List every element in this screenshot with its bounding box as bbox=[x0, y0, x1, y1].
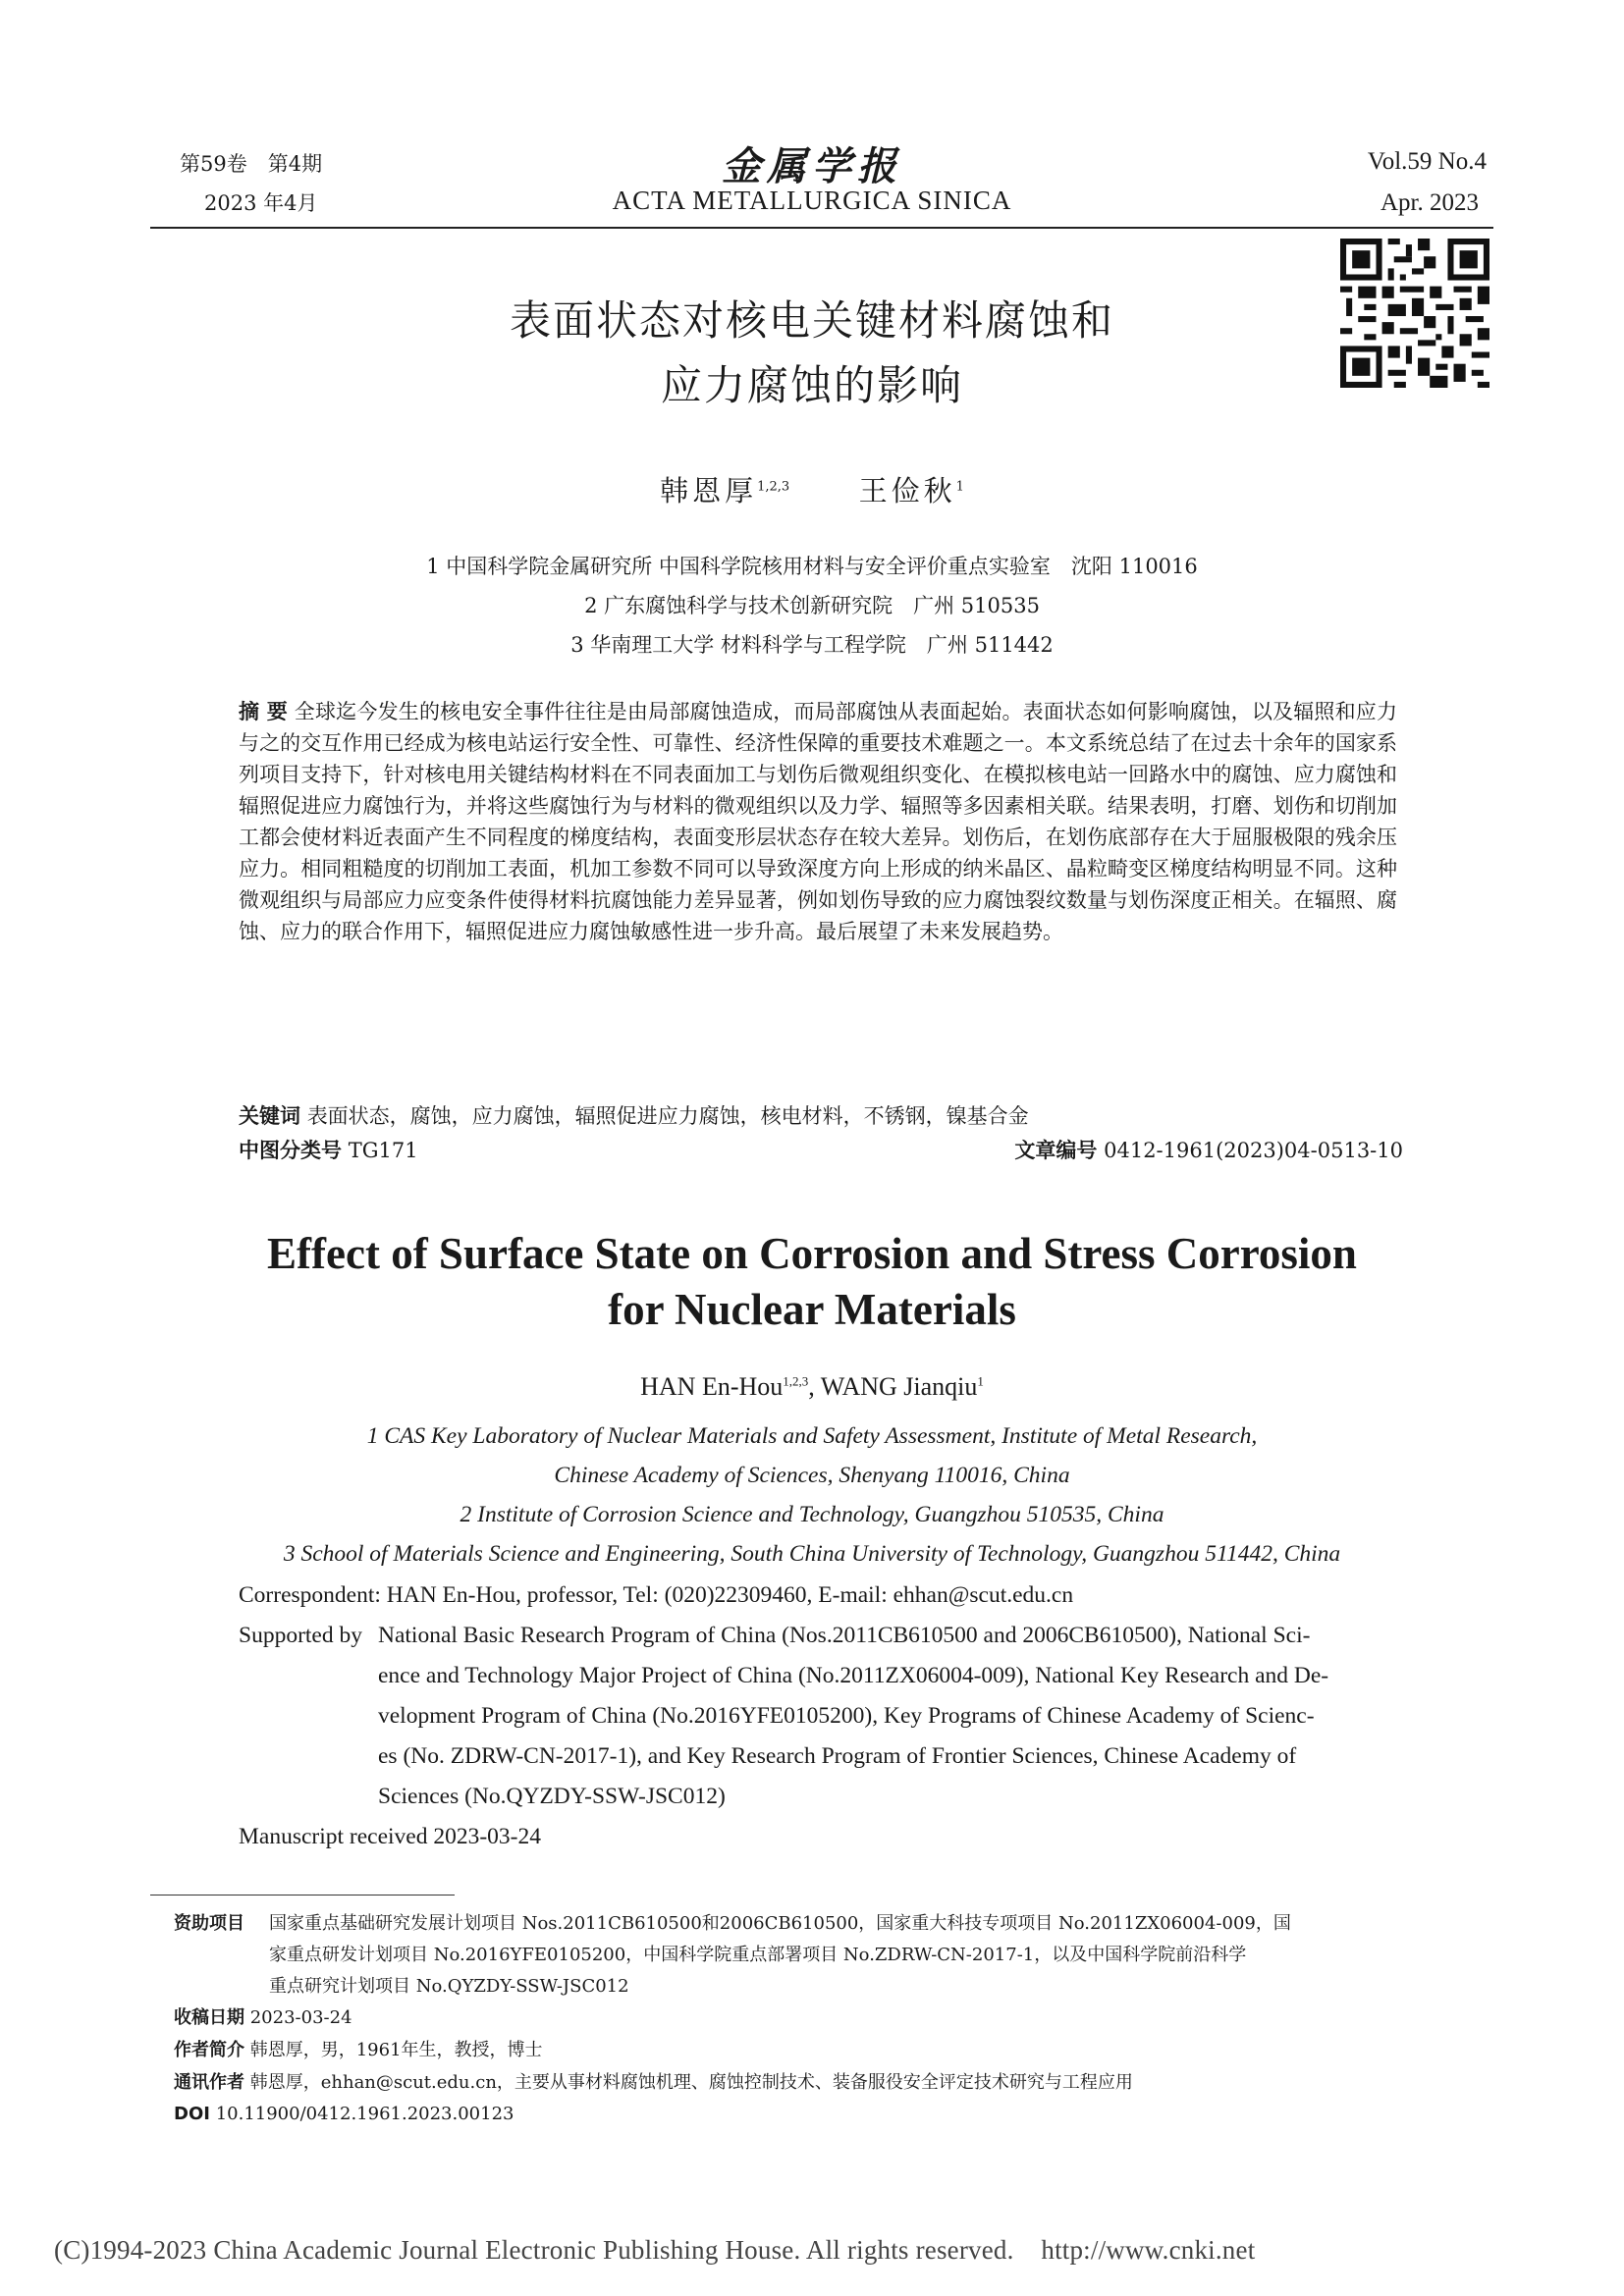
author1-en-sup: 1,2,3 bbox=[783, 1373, 809, 1389]
authors-en-separator: , bbox=[808, 1372, 821, 1401]
article-number-value: 0412-1961(2023)04-0513-10 bbox=[1104, 1139, 1403, 1162]
title-en-line1: Effect of Surface State on Corrosion and Stress Corrosion bbox=[267, 1229, 1357, 1278]
title-cn-line2: 应力腐蚀的影响 bbox=[660, 361, 963, 409]
article-number bbox=[1014, 1135, 1403, 1166]
received-label: 收稿日期 bbox=[174, 2007, 244, 2028]
journal-title-cn: 金属学报 bbox=[722, 143, 902, 189]
author2-en: WANG Jianqiu bbox=[820, 1372, 978, 1401]
article-title-en bbox=[0, 1226, 1624, 1338]
journal-title-en: ACTA METALLURGICA SINICA bbox=[612, 186, 1012, 215]
clc-number bbox=[239, 1135, 418, 1166]
volume-issue-en: Vol.59 No.4 bbox=[1367, 148, 1487, 175]
keywords-cn-label: 关键词 bbox=[239, 1104, 300, 1128]
affiliation-cn-3: 3 华南理工大学 材料科学与工程学院 广州 511442 bbox=[570, 633, 1054, 657]
author1-cn: 韩恩厚 bbox=[660, 474, 758, 507]
author1-en: HAN En-Hou bbox=[640, 1372, 784, 1401]
keywords-cn bbox=[239, 1100, 1397, 1132]
correspondent-en: Correspondent: HAN En-Hou, professor, Tel: (020)22309460, E-mail: ehhan@scut.edu.cn bbox=[239, 1582, 1074, 1608]
author2-cn-sup: 1 bbox=[955, 479, 964, 495]
keywords-cn-text: 表面状态，腐蚀，应力腐蚀，辐照促进应力腐蚀，核电材料，不锈钢，镍基合金 bbox=[306, 1104, 1029, 1128]
funding-text bbox=[269, 1908, 1408, 2002]
supported-line-4: es (No. ZDRW-CN-2017-1), and Key Research Program of Frontier Sciences, Chinese Academy of bbox=[378, 1743, 1297, 1769]
received-value: 2023-03-24 bbox=[249, 2007, 352, 2028]
volume-issue-cn: 第59卷 第4期 bbox=[180, 152, 323, 176]
author-bio-label: 作者简介 bbox=[174, 2040, 244, 2060]
affiliation-en-3: 3 School of Materials Science and Engineering, South China University of Technology, Guangzhou 511442, China bbox=[283, 1541, 1341, 1567]
abstract-cn-label: 摘 要 bbox=[239, 700, 288, 723]
article-title-cn bbox=[0, 289, 1624, 418]
affiliations-cn bbox=[0, 547, 1624, 665]
received-date bbox=[174, 2002, 352, 2034]
abstract-cn-text: 全球迄今发生的核电安全事件往往是由局部腐蚀造成，而局部腐蚀从表面起始。表面状态如何影响腐蚀，以及辐照和应力与之的交互作用已经成为核电站运行安全性、可靠性、经济性保障的重要技术难题之一。本文系统总结了在过去十余年的国家系列项目支持下，针对核电用关键结构材料在不同表面加工与划伤后微观组织变化、在模拟核电站一回路水中的腐蚀、应力腐蚀和辐照促进应力腐蚀行为，并将这些腐蚀行为与材料的微观组织以及力学、辐照等多因素相关联。结果表明，打磨、划伤和切削加工都会使材料近表面产生不同程度的梯度结构，表面变形层状态存在较大差异。划伤后，在划伤底部存在大于屈服极限的残余压应力。相同粗糙度的切削加工表面，机加工参数不同可以导致深度方向上形成的纳米晶区、晶粒畸变区梯度结构明显不同。这种微观组织与局部应力应变条件使得材料抗腐蚀能力差异显著，例如划伤导致的应力腐蚀裂纹数量与划伤深度正相关。在辐照、腐蚀、应力的联合作用下，辐照促进应力腐蚀敏感性进一步升高。最后展望了未来发展趋势。 bbox=[239, 700, 1397, 943]
doi bbox=[174, 2099, 514, 2130]
funding-line-2: 家重点研发计划项目 No.2016YFE0105200，中国科学院重点部署项目 No.ZDRW-CN-2017-1，以及中国科学院前沿科学 bbox=[269, 1945, 1247, 1965]
affiliation-en-2: 2 Institute of Corrosion Science and Technology, Guangzhou 510535, China bbox=[460, 1502, 1164, 1527]
clc-value: TG171 bbox=[348, 1139, 418, 1162]
supported-line-2: ence and Technology Major Project of China (No.2011ZX06004-009), National Key Research and De- bbox=[378, 1663, 1329, 1688]
corresponding-author-label: 通讯作者 bbox=[174, 2072, 244, 2093]
author1-cn-sup: 1,2,3 bbox=[757, 479, 790, 495]
clc-label: 中图分类号 bbox=[239, 1139, 342, 1162]
doi-value: 10.11900/0412.1961.2023.00123 bbox=[215, 2104, 514, 2124]
copyright-notice: (C)1994-2023 China Academic Journal Electronic Publishing House. All rights reserved. http://www.cnki.net bbox=[54, 2235, 1256, 2265]
funding-line-1: 国家重点基础研究发展计划项目 Nos.2011CB610500和2006CB610500，国家重大科技专项项目 No.2011ZX06004-009，国 bbox=[269, 1913, 1291, 1934]
funding-label-text: 资助项目 bbox=[174, 1913, 244, 1934]
date-cn: 2023 年4月 bbox=[204, 191, 318, 215]
affiliation-cn-1: 1 中国科学院金属研究所 中国科学院核用材料与安全评价重点实验室 沈阳 110016 bbox=[426, 555, 1198, 578]
funding-line-3: 重点研究计划项目 No.QYZDY-SSW-JSC012 bbox=[269, 1976, 629, 1997]
header-rule bbox=[150, 227, 1493, 229]
authors-en bbox=[0, 1372, 1624, 1402]
author2-cn: 王俭秋 bbox=[858, 474, 956, 507]
corresponding-author-value: 韩恩厚，ehhan@scut.edu.cn，主要从事材料腐蚀机理、腐蚀控制技术、装备服役安全评定技术研究与工程应用 bbox=[249, 2072, 1133, 2093]
title-cn-line1: 表面状态对核电关键材料腐蚀和 bbox=[509, 296, 1114, 345]
supported-by-text bbox=[378, 1616, 1399, 1817]
abstract-cn bbox=[239, 696, 1397, 947]
affiliation-en-1a: 1 CAS Key Laboratory of Nuclear Materials and Safety Assessment, Institute of Metal Research, bbox=[366, 1423, 1258, 1449]
supported-by-label: Supported by bbox=[239, 1623, 362, 1648]
author-bio-value: 韩恩厚，男，1961年生，教授，博士 bbox=[249, 2040, 543, 2060]
date-en: Apr. 2023 bbox=[1380, 189, 1479, 216]
title-en-line2: for Nuclear Materials bbox=[608, 1285, 1016, 1334]
affiliations-en bbox=[0, 1416, 1624, 1574]
doi-label: DOI bbox=[174, 2104, 210, 2124]
author2-en-sup: 1 bbox=[977, 1373, 984, 1389]
supported-line-3: velopment Program of China (No.2016YFE0105200), Key Programs of Chinese Academy of Scienc- bbox=[378, 1703, 1315, 1729]
supported-line-5: Sciences (No.QYZDY-SSW-JSC012) bbox=[378, 1784, 726, 1809]
manuscript-received: Manuscript received 2023-03-24 bbox=[239, 1824, 542, 1849]
footnote-rule bbox=[150, 1895, 455, 1896]
supported-line-1: National Basic Research Program of China (Nos.2011CB610500 and 2006CB610500), National Sci- bbox=[378, 1623, 1311, 1648]
affiliation-en-1b: Chinese Academy of Sciences, Shenyang 110016, China bbox=[554, 1463, 1070, 1488]
authors-cn bbox=[0, 469, 1624, 509]
article-number-label: 文章编号 bbox=[1014, 1139, 1098, 1162]
author-bio bbox=[174, 2035, 543, 2066]
affiliation-cn-2: 2 广东腐蚀科学与技术创新研究院 广州 510535 bbox=[584, 594, 1040, 617]
funding-label bbox=[174, 1908, 244, 1940]
corresponding-author bbox=[174, 2067, 1133, 2099]
